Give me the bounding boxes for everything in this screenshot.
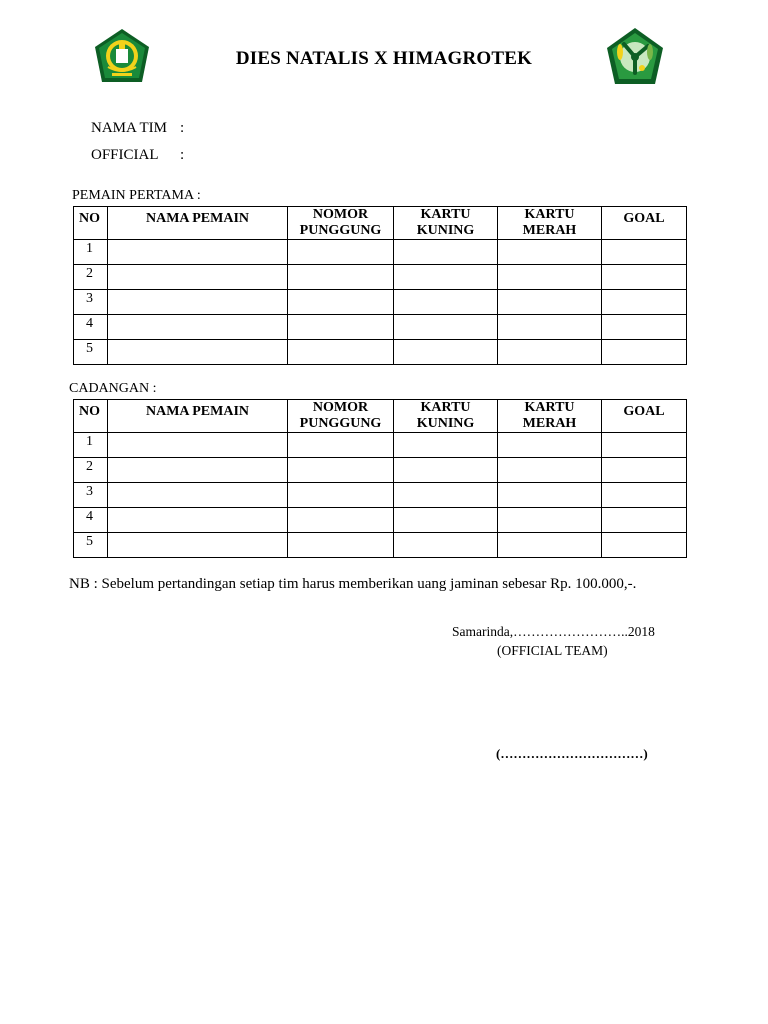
starting-players-label: PEMAIN PERTAMA : (72, 188, 201, 203)
player-name-cell[interactable] (108, 433, 288, 458)
deposit-note: NB : Sebelum pertandingan setiap tim harus memberikan uang jaminan sebesar Rp. 100.000,-. (69, 576, 637, 592)
jersey-number-cell[interactable] (288, 508, 394, 533)
himagrotek-emblem-icon (604, 26, 664, 86)
goal-cell[interactable] (602, 240, 687, 265)
row-number: 1 (74, 433, 108, 458)
player-name-cell[interactable] (108, 315, 288, 340)
header-goal: GOAL (602, 207, 687, 240)
jersey-number-cell[interactable] (288, 458, 394, 483)
header-red-card: KARTU MERAH (498, 207, 602, 240)
substitutes-label: CADANGAN : (69, 381, 157, 396)
goal-cell[interactable] (602, 433, 687, 458)
team-name-label: NAMA TIM (91, 120, 167, 136)
goal-cell[interactable] (602, 315, 687, 340)
header-jersey-number: NOMOR PUNGGUNG (288, 207, 394, 240)
row-number: 3 (74, 483, 108, 508)
header-player-name: NAMA PEMAIN (108, 400, 288, 433)
table-row (74, 240, 687, 265)
red-card-cell[interactable] (498, 458, 602, 483)
goal-cell[interactable] (602, 290, 687, 315)
red-card-cell[interactable] (498, 265, 602, 290)
red-card-cell[interactable] (498, 240, 602, 265)
player-name-cell[interactable] (108, 508, 288, 533)
header-no: NO (74, 207, 108, 240)
table-header-row (74, 207, 687, 240)
red-card-cell[interactable] (498, 315, 602, 340)
yellow-card-cell[interactable] (394, 290, 498, 315)
red-card-cell[interactable] (498, 483, 602, 508)
table-row (74, 483, 687, 508)
yellow-card-cell[interactable] (394, 533, 498, 558)
official-colon: : (180, 147, 185, 163)
table-row (74, 533, 687, 558)
header-red-card: KARTU MERAH (498, 400, 602, 433)
row-number: 4 (74, 508, 108, 533)
goal-cell[interactable] (602, 508, 687, 533)
goal-cell[interactable] (602, 458, 687, 483)
jersey-number-cell[interactable] (288, 315, 394, 340)
starting-players-table (73, 206, 687, 365)
header-yellow-card: KARTU KUNING (394, 207, 498, 240)
goal-cell[interactable] (602, 265, 687, 290)
yellow-card-cell[interactable] (394, 265, 498, 290)
table-row (74, 290, 687, 315)
jersey-number-cell[interactable] (288, 240, 394, 265)
row-number: 5 (74, 340, 108, 365)
player-name-cell[interactable] (108, 458, 288, 483)
player-name-cell[interactable] (108, 483, 288, 508)
header-no: NO (74, 400, 108, 433)
jersey-number-cell[interactable] (288, 483, 394, 508)
goal-cell[interactable] (602, 533, 687, 558)
jersey-number-cell[interactable] (288, 340, 394, 365)
jersey-number-cell[interactable] (288, 533, 394, 558)
jersey-number-cell[interactable] (288, 265, 394, 290)
player-name-cell[interactable] (108, 240, 288, 265)
team-name-colon: : (180, 120, 185, 136)
yellow-card-cell[interactable] (394, 458, 498, 483)
signature-role: (OFFICIAL TEAM) (497, 643, 608, 658)
official-label: OFFICIAL (91, 147, 159, 163)
row-number: 2 (74, 265, 108, 290)
goal-cell[interactable] (602, 483, 687, 508)
table-header-row (74, 400, 687, 433)
jersey-number-cell[interactable] (288, 433, 394, 458)
row-number: 3 (74, 290, 108, 315)
place-date: Samarinda,……………………..2018 (452, 624, 655, 639)
header-goal: GOAL (602, 400, 687, 433)
row-number: 1 (74, 240, 108, 265)
table-row (74, 508, 687, 533)
red-card-cell[interactable] (498, 433, 602, 458)
header-jersey-number: NOMOR PUNGGUNG (288, 400, 394, 433)
yellow-card-cell[interactable] (394, 433, 498, 458)
yellow-card-cell[interactable] (394, 315, 498, 340)
row-number: 5 (74, 533, 108, 558)
table-row (74, 458, 687, 483)
header-yellow-card: KARTU KUNING (394, 400, 498, 433)
red-card-cell[interactable] (498, 290, 602, 315)
row-number: 2 (74, 458, 108, 483)
header-player-name: NAMA PEMAIN (108, 207, 288, 240)
red-card-cell[interactable] (498, 508, 602, 533)
page-title: DIES NATALIS X HIMAGROTEK (235, 48, 533, 69)
table-row (74, 433, 687, 458)
player-name-cell[interactable] (108, 290, 288, 315)
table-row (74, 340, 687, 365)
goal-cell[interactable] (602, 340, 687, 365)
signature-name-line: (……………………………) (496, 746, 648, 761)
yellow-card-cell[interactable] (394, 508, 498, 533)
red-card-cell[interactable] (498, 533, 602, 558)
substitutes-table (73, 399, 687, 558)
table-row (74, 315, 687, 340)
row-number: 4 (74, 315, 108, 340)
table-row (74, 265, 687, 290)
yellow-card-cell[interactable] (394, 483, 498, 508)
jersey-number-cell[interactable] (288, 290, 394, 315)
player-name-cell[interactable] (108, 533, 288, 558)
player-name-cell[interactable] (108, 340, 288, 365)
yellow-card-cell[interactable] (394, 240, 498, 265)
yellow-card-cell[interactable] (394, 340, 498, 365)
player-name-cell[interactable] (108, 265, 288, 290)
red-card-cell[interactable] (498, 340, 602, 365)
